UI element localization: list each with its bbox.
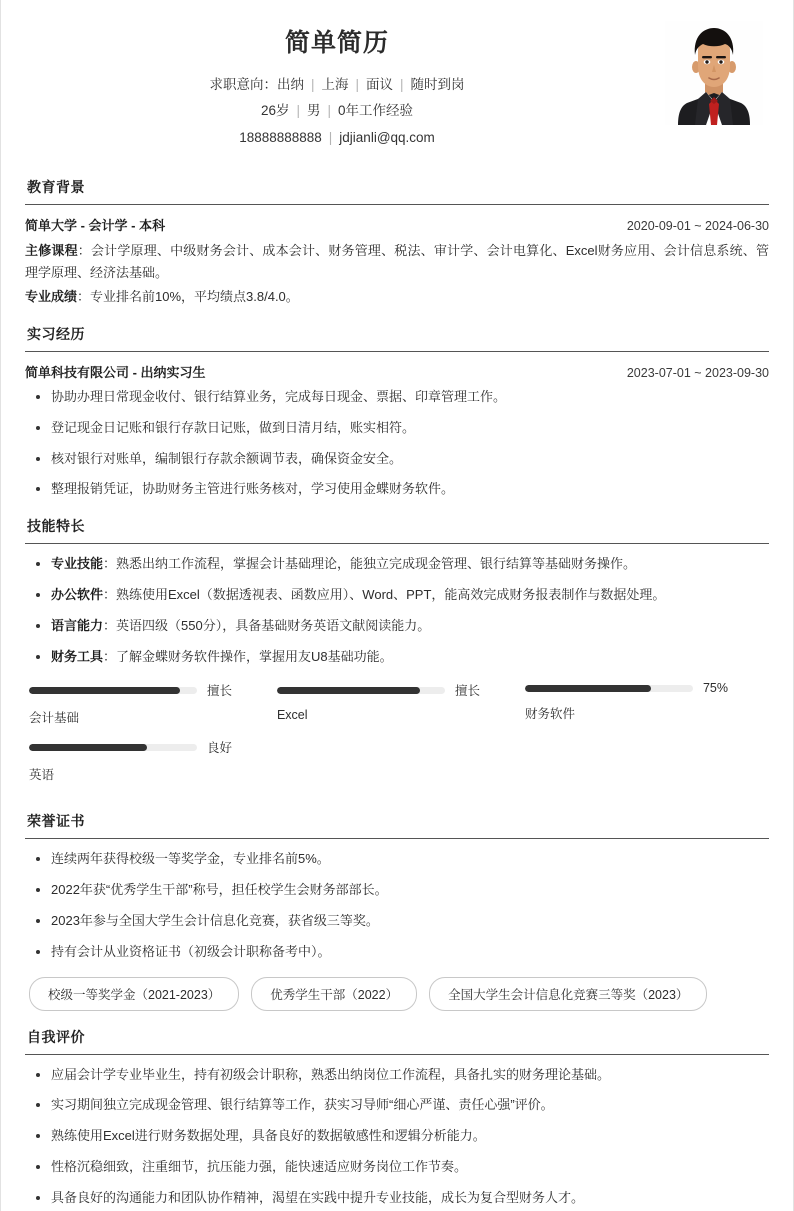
skill-bar-item	[273, 681, 521, 730]
meta-separator: |	[328, 129, 333, 145]
meta-item: 面议	[366, 77, 393, 92]
list-item: 协助办理日常现金收付、银行结算业务，完成每日现金、票据、印章管理工作。	[25, 387, 769, 408]
meta-item: 0年工作经验	[338, 103, 414, 119]
skills-bullet-list	[25, 554, 769, 667]
education-entry-date: 2020-09-01 ~ 2024-06-30	[626, 218, 769, 233]
section-divider	[25, 543, 769, 544]
section-title-self-evaluation: 自我评价	[27, 1028, 85, 1045]
meta-item: 18888888888	[239, 129, 322, 145]
meta-separator: |	[327, 103, 332, 119]
section-internship	[25, 324, 769, 500]
skill-bar-row	[277, 681, 505, 699]
education-gpa-label: 专业成绩	[25, 288, 78, 304]
skill-bar-track	[29, 744, 197, 751]
skill-bar-fill	[525, 685, 651, 692]
skill-bar-name: 财务软件	[524, 707, 575, 722]
skill-bar-name: Excel	[276, 708, 308, 723]
section-divider	[25, 351, 769, 352]
skill-bar-row	[29, 681, 257, 699]
list-item: 登记现金日记账和银行存款日记账，做到日清月结，账实相符。	[25, 418, 769, 439]
honor-tag: 校级一等奖学金（2021-2023）	[29, 977, 239, 1011]
list-item: 2022年获“优秀学生干部”称号，担任校学生会财务部部长。	[25, 880, 769, 901]
meta-separator: |	[355, 77, 359, 92]
honor-tag: 优秀学生干部（2022）	[251, 977, 417, 1011]
meta-separator: |	[400, 77, 404, 92]
skill-bar-level: 良好	[207, 741, 233, 756]
list-item	[25, 585, 769, 606]
meta-item: 男	[307, 103, 321, 119]
list-item: 具备良好的沟通能力和团队协作精神，渴望在实践中提升专业技能，成长为复合型财务人才。	[25, 1188, 769, 1209]
internship-entry-title: 简单科技有限公司 - 出纳实习生	[25, 365, 206, 381]
section-title-education: 教育背景	[27, 178, 85, 195]
internship-entry-date: 2023-07-01 ~ 2023-09-30	[626, 366, 769, 381]
skill-bar-item	[521, 681, 769, 730]
list-item: 2023年参与全国大学生会计信息化竞赛，获省级三等奖。	[25, 911, 769, 932]
section-self-evaluation	[25, 1027, 769, 1209]
education-gpa	[25, 286, 769, 308]
meta-line-job	[25, 72, 649, 98]
education-courses-text: ：会计学原理、中级财务会计、成本会计、财务管理、税法、审计学、会计电算化、Excel财务应用、会计信息系统、管理学原理、经济法基础。	[25, 242, 769, 281]
list-item-label: 专业技能	[51, 556, 104, 572]
internship-entry-head	[25, 362, 769, 381]
meta-line-contact	[25, 125, 649, 151]
section-title-skills: 技能特长	[27, 518, 85, 535]
section-honors	[25, 811, 769, 1010]
education-courses-label: 主修课程	[25, 242, 78, 258]
list-item: 核对银行对账单，编制银行存款余额调节表，确保资金安全。	[25, 449, 769, 470]
list-item-text: ：熟悉出纳工作流程，掌握会计基础理论，能独立完成现金管理、银行结算等基础财务操作。	[103, 556, 637, 572]
skill-bar-item	[25, 738, 273, 787]
section-divider	[25, 1054, 769, 1055]
list-item: 实习期间独立完成现金管理、银行结算等工作，获实习导师“细心严谨、责任心强”评价。	[25, 1095, 769, 1116]
list-item: 应届会计学专业毕业生，持有初级会计职称，熟悉出纳岗位工作流程，具备扎实的财务理论基础。	[25, 1065, 769, 1086]
skill-bar-row	[29, 738, 257, 756]
meta-item: 26岁	[260, 103, 290, 119]
skill-bar-fill	[29, 744, 147, 751]
list-item-label: 财务工具	[51, 648, 104, 664]
section-skills	[25, 516, 769, 795]
list-item: 熟练使用Excel进行财务数据处理，具备良好的数据敏感性和逻辑分析能力。	[25, 1126, 769, 1147]
list-item: 持有会计从业资格证书（初级会计职称备考中）。	[25, 942, 769, 963]
list-item: 连续两年获得校级一等奖学金，专业排名前5%。	[25, 849, 769, 870]
section-divider	[25, 204, 769, 205]
section-title-internship: 实习经历	[27, 326, 85, 343]
skill-bar-item	[25, 681, 273, 730]
honors-bullet-list	[25, 849, 769, 962]
skill-bar-level: 75%	[702, 681, 728, 696]
skill-bar-track	[277, 687, 445, 694]
page-title: 简单简历	[284, 29, 389, 57]
list-item	[25, 647, 769, 668]
education-entry-head	[25, 215, 769, 234]
section-education	[25, 177, 769, 308]
list-item	[25, 616, 769, 637]
education-courses	[25, 240, 769, 285]
resume-header	[25, 14, 769, 161]
section-title-honors: 荣誉证书	[27, 813, 85, 830]
meta-item: 随时到岗	[410, 77, 465, 92]
internship-bullet-list	[25, 387, 769, 500]
skill-bar-track	[29, 687, 197, 694]
skill-bar-fill	[277, 687, 420, 694]
meta-item: 求职意向：出纳	[209, 77, 304, 92]
list-item-label: 办公软件	[51, 587, 104, 602]
skill-bar-level: 擅长	[207, 684, 233, 699]
meta-item: jdjianli@qq.com	[339, 129, 435, 145]
honor-tag: 全国大学生会计信息化竞赛三等奖（2023）	[429, 977, 707, 1011]
section-divider	[25, 838, 769, 839]
list-item: 性格沉稳细致，注重细节，抗压能力强，能快速适应财务岗位工作节奏。	[25, 1157, 769, 1178]
skill-bar-level: 擅长	[454, 684, 480, 699]
avatar	[665, 21, 763, 125]
list-item-text: ：英语四级（550分），具备基础财务英语文献阅读能力。	[103, 617, 431, 633]
education-entry-title: 简单大学 - 会计学 - 本科	[25, 217, 166, 233]
skill-bar-grid	[25, 681, 769, 795]
skill-bar-track	[525, 685, 693, 692]
list-item	[25, 554, 769, 575]
skill-bar-row	[525, 681, 753, 695]
meta-item: 上海	[321, 77, 349, 92]
honors-tag-list	[25, 977, 769, 1011]
meta-separator: |	[296, 103, 300, 119]
header-text-block	[25, 28, 769, 151]
skill-bar-fill	[29, 687, 180, 694]
skill-bar-name: 会计基础	[29, 711, 80, 726]
list-item-text: ：熟练使用Excel（数据透视表、函数应用）、Word、PPT，能高效完成财务报表制作与数据处理。	[103, 587, 666, 602]
list-item: 整理报销凭证，协助财务主管进行账务核对，学习使用金蝶财务软件。	[25, 479, 769, 500]
skill-bar-name: 英语	[29, 768, 55, 783]
education-gpa-text: ：专业排名前10%，平均绩点3.8/4.0。	[77, 288, 299, 304]
meta-line-personal	[25, 98, 649, 124]
meta-separator: |	[310, 77, 315, 92]
list-item-text: ：了解金蝶财务软件操作，掌握用友U8基础功能。	[103, 648, 393, 664]
list-item-label: 语言能力	[51, 617, 104, 633]
self-evaluation-bullet-list	[25, 1065, 769, 1209]
